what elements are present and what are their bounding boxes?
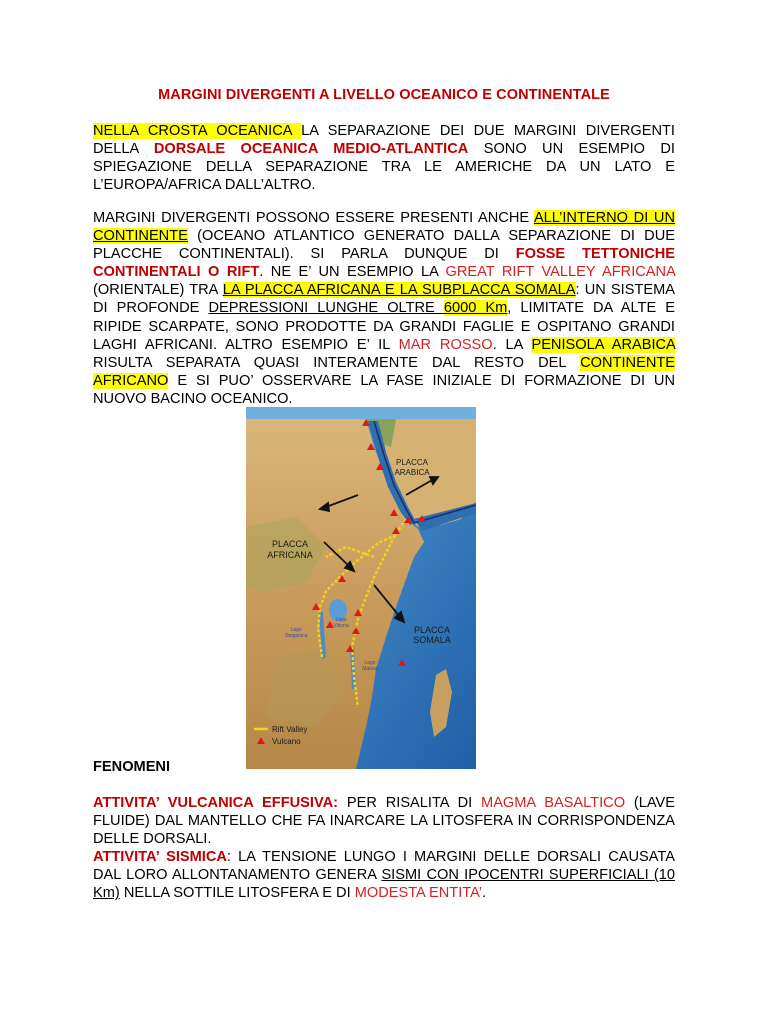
label-lake-tanganica-1: Lago [290,627,302,633]
legend-volcano-label: Vulcano [272,737,301,746]
label-lake-vittoria-2: Vittoria [333,623,349,629]
highlight-6000km: 6000 Km [443,300,508,317]
highlight-arabian-peninsula: PENISOLA ARABICA [531,336,675,353]
highlight-inside-continent: ALL’INTERNO DI UN CONTINENTE [93,210,675,245]
text: , LIMITATE DA ALTE E RIPIDE SCARPATE, SONO PRODOTTE DA GRANDI FAGLIE E OSPITANO GRANDI LAGHI AFRICANI. ALTRO ESEMPIO E’ IL [93,300,675,353]
legend-rift-label: Rift Valley [272,725,308,734]
term-seismic-activity: ATTIVITA’ SISMICA [93,849,227,865]
text: (ORIENTALE) TRA [93,282,223,299]
highlight-oceanic-crust: NELLA CROSTA OCEANICA [93,123,302,139]
underline-depressions: DEPRESSIONI LUNGHE OLTRE [208,300,444,317]
text: NELLA SOTTILE LITOSFERA E DI [119,885,355,902]
section-heading-fenomeni: FENOMENI [93,759,171,775]
underline-shallow-earthquakes: SISMI CON IPOCENTRI SUPERFICIALI (10 Km) [93,867,676,902]
text: (LAVE FLUIDE) DAL MANTELLO CHE FA INARCARE LA LITOSFERA IN CORRISPONDENZA DELLE DORSALI. [93,795,675,848]
east-africa-rift-map [246,407,476,769]
label-placca-arabica-1: PLACCA [395,458,429,467]
rift-map-image [246,407,476,769]
text: RISULTA SEPARATA QUASI INTERAMENTE DAL RESTO DEL [93,354,581,371]
term-volcanic-activity: ATTIVITA’ VULCANICA EFFUSIVA: [93,795,338,811]
paragraph-volcanic-activity [93,794,675,848]
text: . [482,885,487,902]
label-lake-tanganica-2: Tanganica [284,633,308,639]
paragraph-continental-rift [93,209,675,408]
label-placca-africana-1: PLACCA [271,539,309,549]
text: : UN SISTEMA DI PROFONDE [93,282,675,317]
term-rift: FOSSE TETTONICHE CONTINENTALI O RIFT [93,246,676,281]
text: . LA [492,336,532,353]
term-basaltic-magma: MAGMA BASALTICO [481,795,626,811]
paragraph-seismic-activity [93,848,675,902]
term-mid-atlantic-ridge: DORSALE OCEANICA MEDIO-ATLANTICA [153,141,469,158]
text: (OCEANO ATLANTICO GENERATO DALLA SEPARAZIONE DI DUE PLACCHE CONTINENTALI). SI PARLA DUNQUE DI [93,228,675,263]
text: PER RISALITA DI [338,795,482,811]
highlight-african-continent: CONTINENTE AFRICANO [93,354,675,389]
text: . NE E’ UN ESEMPIO LA [259,264,446,281]
text: LA SEPARAZIONE DEI DUE MARGINI DIVERGENTI DELLA [93,123,675,158]
term-great-rift-valley: GREAT RIFT VALLEY AFRICANA [445,264,675,281]
paragraph-oceanic-crust [93,122,675,194]
mediterranean [246,407,476,419]
text: : LA TENSIONE LUNGO I MARGINI DELLE DORSALI CAUSATA DAL LORO ALLONTANAMENTO GENERA [93,849,675,884]
highlight-plates: LA PLACCA AFRICANA E LA SUBPLACCA SOMALA [222,282,576,299]
label-placca-somala-1: PLACCA [413,625,451,635]
text: SONO UN ESEMPIO DI SPIEGAZIONE DELLA SEPARAZIONE TRA LE AMERICHE DA UN LATO E L’EUROPA/AFRICA DALL’ALTRO. [93,141,675,194]
label-placca-somala-2: SOMALA [413,635,451,645]
page-title: MARGINI DIVERGENTI A LIVELLO OCEANICO E CONTINENTALE [158,87,610,103]
label-lake-malawi-2: Malawi [362,666,378,672]
term-red-sea: MAR ROSSO [398,336,493,353]
label-lake-malawi-1: Lago [364,660,376,666]
text: E SI PUO’ OSSERVARE LA FASE INIZIALE DI FORMAZIONE DI UN NUOVO BACINO OCEANICO. [93,372,675,407]
label-placca-africana-2: AFRICANA [267,550,313,560]
term-modest-entity: MODESTA ENTITA’ [354,885,482,902]
text: MARGINI DIVERGENTI POSSONO ESSERE PRESENTI ANCHE [93,210,534,226]
label-lake-vittoria-1: Lago [335,617,347,623]
label-placca-arabica-2: ARABICA [394,468,430,477]
